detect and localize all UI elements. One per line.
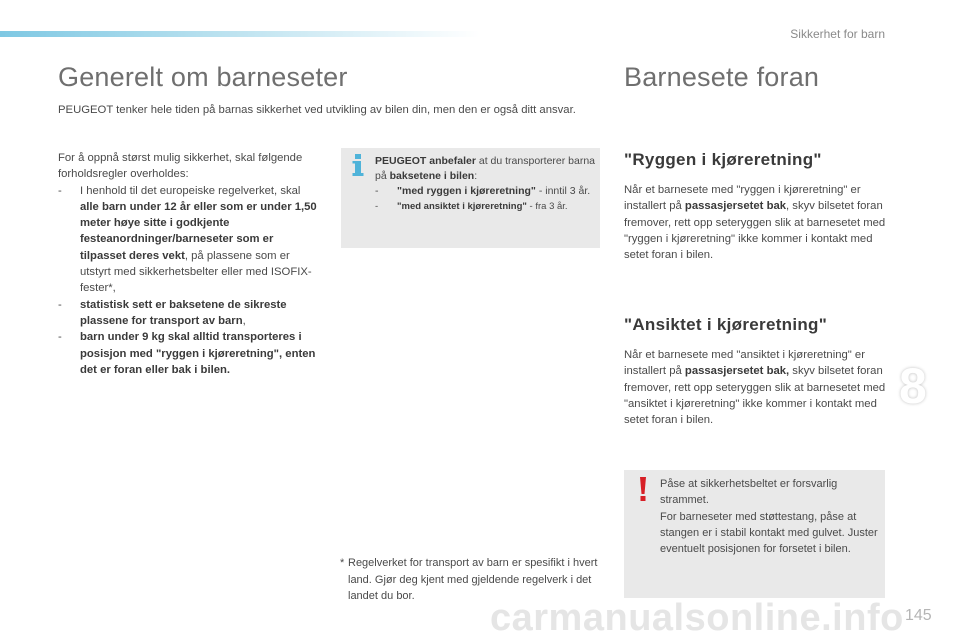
watermark: carmanualsonline.info: [490, 597, 904, 639]
warning-box: [624, 470, 885, 598]
info-box: [341, 148, 600, 248]
list-item: - "med ryggen i kjøreretning" - inntil 3 år.: [375, 185, 591, 197]
warning-text: Påse at sikkerhetsbeltet er forsvarlig strammet. For barneseter med støttestang, påse at stangen er i stabil kontakt med gulvet. Juster eventuelt posisjonen for forsetet i bilen.: [660, 478, 878, 556]
header-accent-bar: [0, 31, 480, 37]
list-item: - I henhold til det europeiske regelverket, skal alle barn under 12 år eller som er under 1,50 meter høye sitte i godkjente festeanordninger/barneseter som er tilpasset deres vekt, på plassene som er utstyrt med sikkerhetsbelter eller med ISOFIX-fester*,: [58, 184, 317, 295]
forward-facing-paragraph: Når et barnesete med "ansiktet i kjøreretning" er installert på passasjersetet bak, skyv bilsetet foran fremover, rett opp seteryggen slik at barnesetet med "ansiktet i kjøreretning" ikke kommer i kontakt med setet foran i bilen.: [624, 349, 886, 427]
list-item: - statistisk sett er baksetene de sikreste plassene for transport av barn,: [58, 298, 287, 327]
precautions-lead: For å oppnå størst mulig sikkerhet, skal følgende forholdsregler overholdes:: [58, 152, 303, 181]
intro-paragraph: PEUGEOT tenker hele tiden på barnas sikkerhet ved utvikling av bilen din, men den er også ditt ansvar.: [58, 104, 576, 116]
warning-icon: [635, 476, 651, 502]
section-label: Sikkerhet for barn: [790, 27, 885, 41]
precautions-block: [58, 150, 320, 378]
list-item: - barn under 9 kg skal alltid transporteres i posisjon med "ryggen i kjøreretning", enten det er foran eller bak i bilen.: [58, 331, 316, 376]
forward-facing-heading: "Ansiktet i kjøreretning": [624, 315, 828, 334]
list-item: - "med ansiktet i kjøreretning" - fra 3 år.: [375, 201, 568, 212]
info-icon: [351, 154, 365, 176]
footnote: * Regelverket for transport av barn er spesifikt i hvert land. Gjør deg kjent med gjeldende regelverk i det landet du bor.: [340, 557, 598, 602]
page-number: 145: [905, 607, 932, 624]
rear-facing-heading: "Ryggen i kjøreretning": [624, 150, 822, 169]
left-page-title: Generelt om barneseter: [58, 62, 348, 92]
chapter-number: 8: [899, 358, 927, 414]
info-text: PEUGEOT anbefaler at du transporterer barna på baksetene i bilen: - "med ryggen i kjøreretning" - inntil 3 år. - "med ansiktet i kjøreretning" - fra 3 år.: [375, 155, 596, 212]
right-page-title: Barnesete foran: [624, 62, 820, 92]
rear-facing-paragraph: Når et barnesete med "ryggen i kjøreretning" er installert på passasjersetet bak, skyv bilsetet foran fremover, rett opp seteryggen slik at barnesetet med "ryggen i kjøreretning" ikke kommer i kontakt med setet foran i bilen.: [624, 184, 886, 262]
